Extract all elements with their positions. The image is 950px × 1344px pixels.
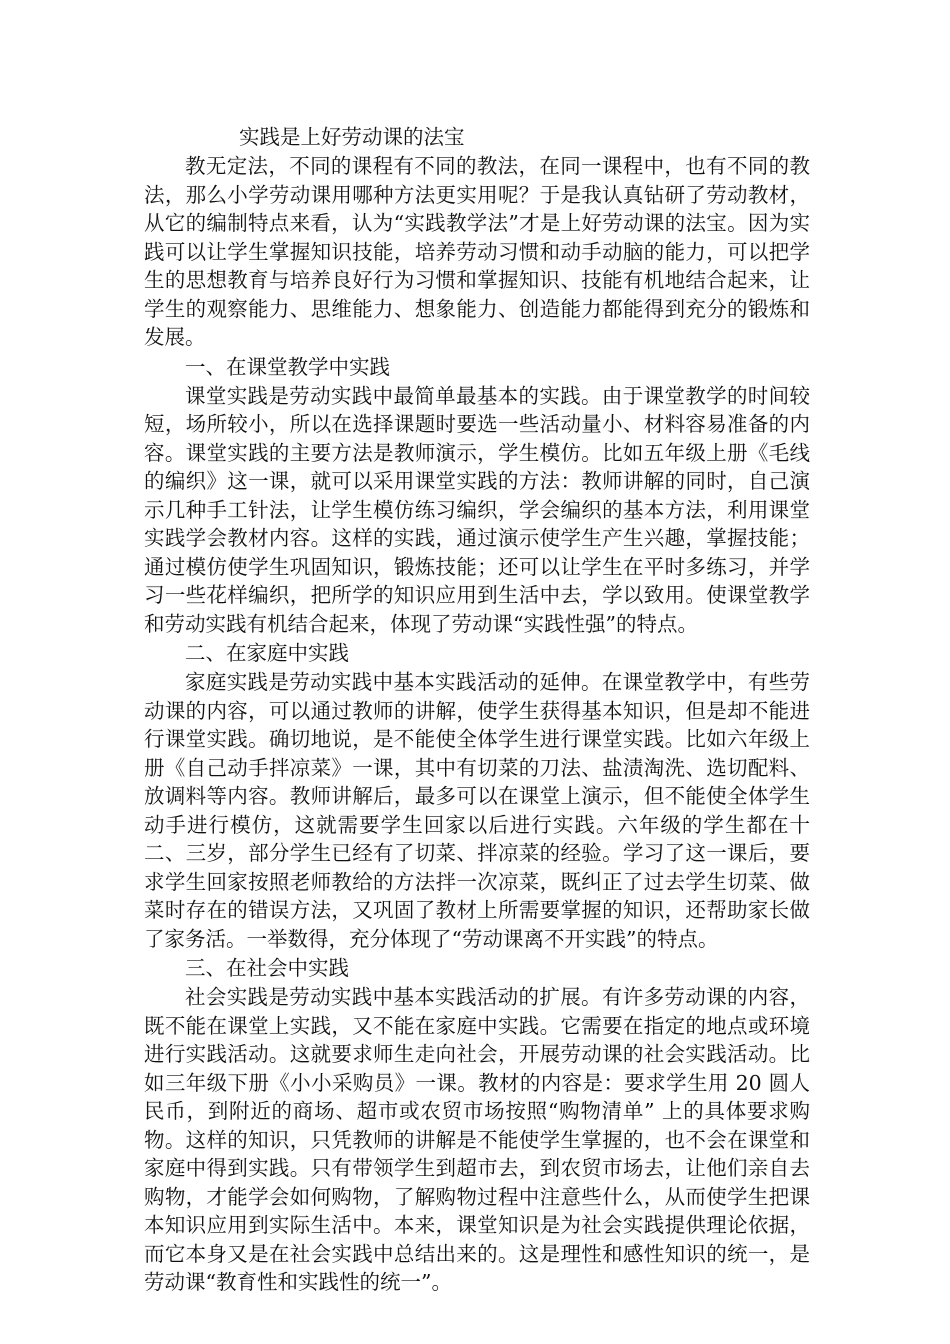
intro-paragraph: 教无定法，不同的课程有不同的教法，在同一课程中，也有不同的教法，那么小学劳动课用哪种方法更实用呢？于是我认真钻研了劳动教材，从它的编制特点来看，认为“实践教学法”才是上好劳动课的法宝。因为实践可以让学生掌握知识技能，培养劳动习惯和动手动脑的能力，可以把学生的思想教育与培养良好行为习惯和掌握知识、技能有机地结合起来，让学生的观察能力、思维能力、想象能力、创造能力都能得到充分的锻炼和发展。 (144, 154, 810, 349)
document-body (144, 122, 810, 1297)
section-heading-classroom: 一、在课堂教学中实践 (185, 354, 390, 379)
section-body-family: 家庭实践是劳动实践中基本实践活动的延伸。在课堂教学中，有些劳动课的内容，可以通过教师的讲解，使学生获得基本知识，但是却不能进行课堂实践。确切地说，是不能使全体学生进行课堂实践。比如六年级上册《自己动手拌凉菜》一课，其中有切菜的刀法、盐渍淘洗、选切配料、放调料等内容。教师讲解后，最多可以在课堂上演示，但不能使全体学生动手进行模仿，这就需要学生回家以后进行实践。六年级的学生都在十二、三岁，部分学生已经有了切菜、拌凉菜的经验。学习了这一课后，要求学生回家按照老师教给的方法拌一次凉菜，既纠正了过去学生切菜、做菜时存在的错误方法，又巩固了教材上所需要掌握的知识，还帮助家长做了家务活。一举数得，充分体现了“劳动课离不开实践”的特点。 (144, 670, 810, 951)
section-heading-family: 二、在家庭中实践 (185, 641, 349, 665)
document-title: 实践是上好劳动课的法宝 (239, 125, 465, 149)
section-body-classroom: 课堂实践是劳动实践中最简单最基本的实践。由于课堂教学的时间较短，场所较小，所以在选择课题时要选一些活动量小、材料容易准备的内容。课堂实践的主要方法是教师演示，学生模仿。比如五年级上册《毛线的编织》这一课，就可以采用课堂实践的方法：教师讲解的同时，自己演示几种手工针法，让学生模仿练习编织，学会编织的基本方法，利用课堂实践学会教材内容。这样的实践，通过演示使学生产生兴趣，掌握技能；通过模仿使学生巩固知识，锻炼技能；还可以让学生在平时多练习，并学习一些花样编织，把所学的知识应用到生活中去，学以致用。使课堂教学和劳动实践有机结合起来，体现了劳动课“实践性强”的特点。 (144, 383, 810, 636)
section-heading-society: 三、在社会中实践 (185, 956, 349, 980)
section-body-society: 社会实践是劳动实践中基本实践活动的扩展。有许多劳动课的内容，既不能在课堂上实践，又不能在家庭中实践。它需要在指定的地点或环境进行实践活动。这就要求师生走向社会，开展劳动课的社会实践活动。比如三年级下册《小小采购员》一课。教材的内容是：要求学生用 20 圆人民币，到附近的商场、超市或农贸市场按照“购物清单” 上的具体要求购物。这样的知识，只凭教师的讲解是不能使学生掌握的，也不会在课堂和家庭中得到实践。只有带领学生到超市去，到农贸市场去，让他们亲自去购物，才能学会如何购物，了解购物过程中注意些什么，从而使学生把课本知识应用到实际生活中。本来，课堂知识是为社会实践提供理论依据，而它本身又是在社会实践中总结出来的。这是理性和感性知识的统一，是劳动课“教育性和实践性的统一”。 (144, 985, 810, 1294)
